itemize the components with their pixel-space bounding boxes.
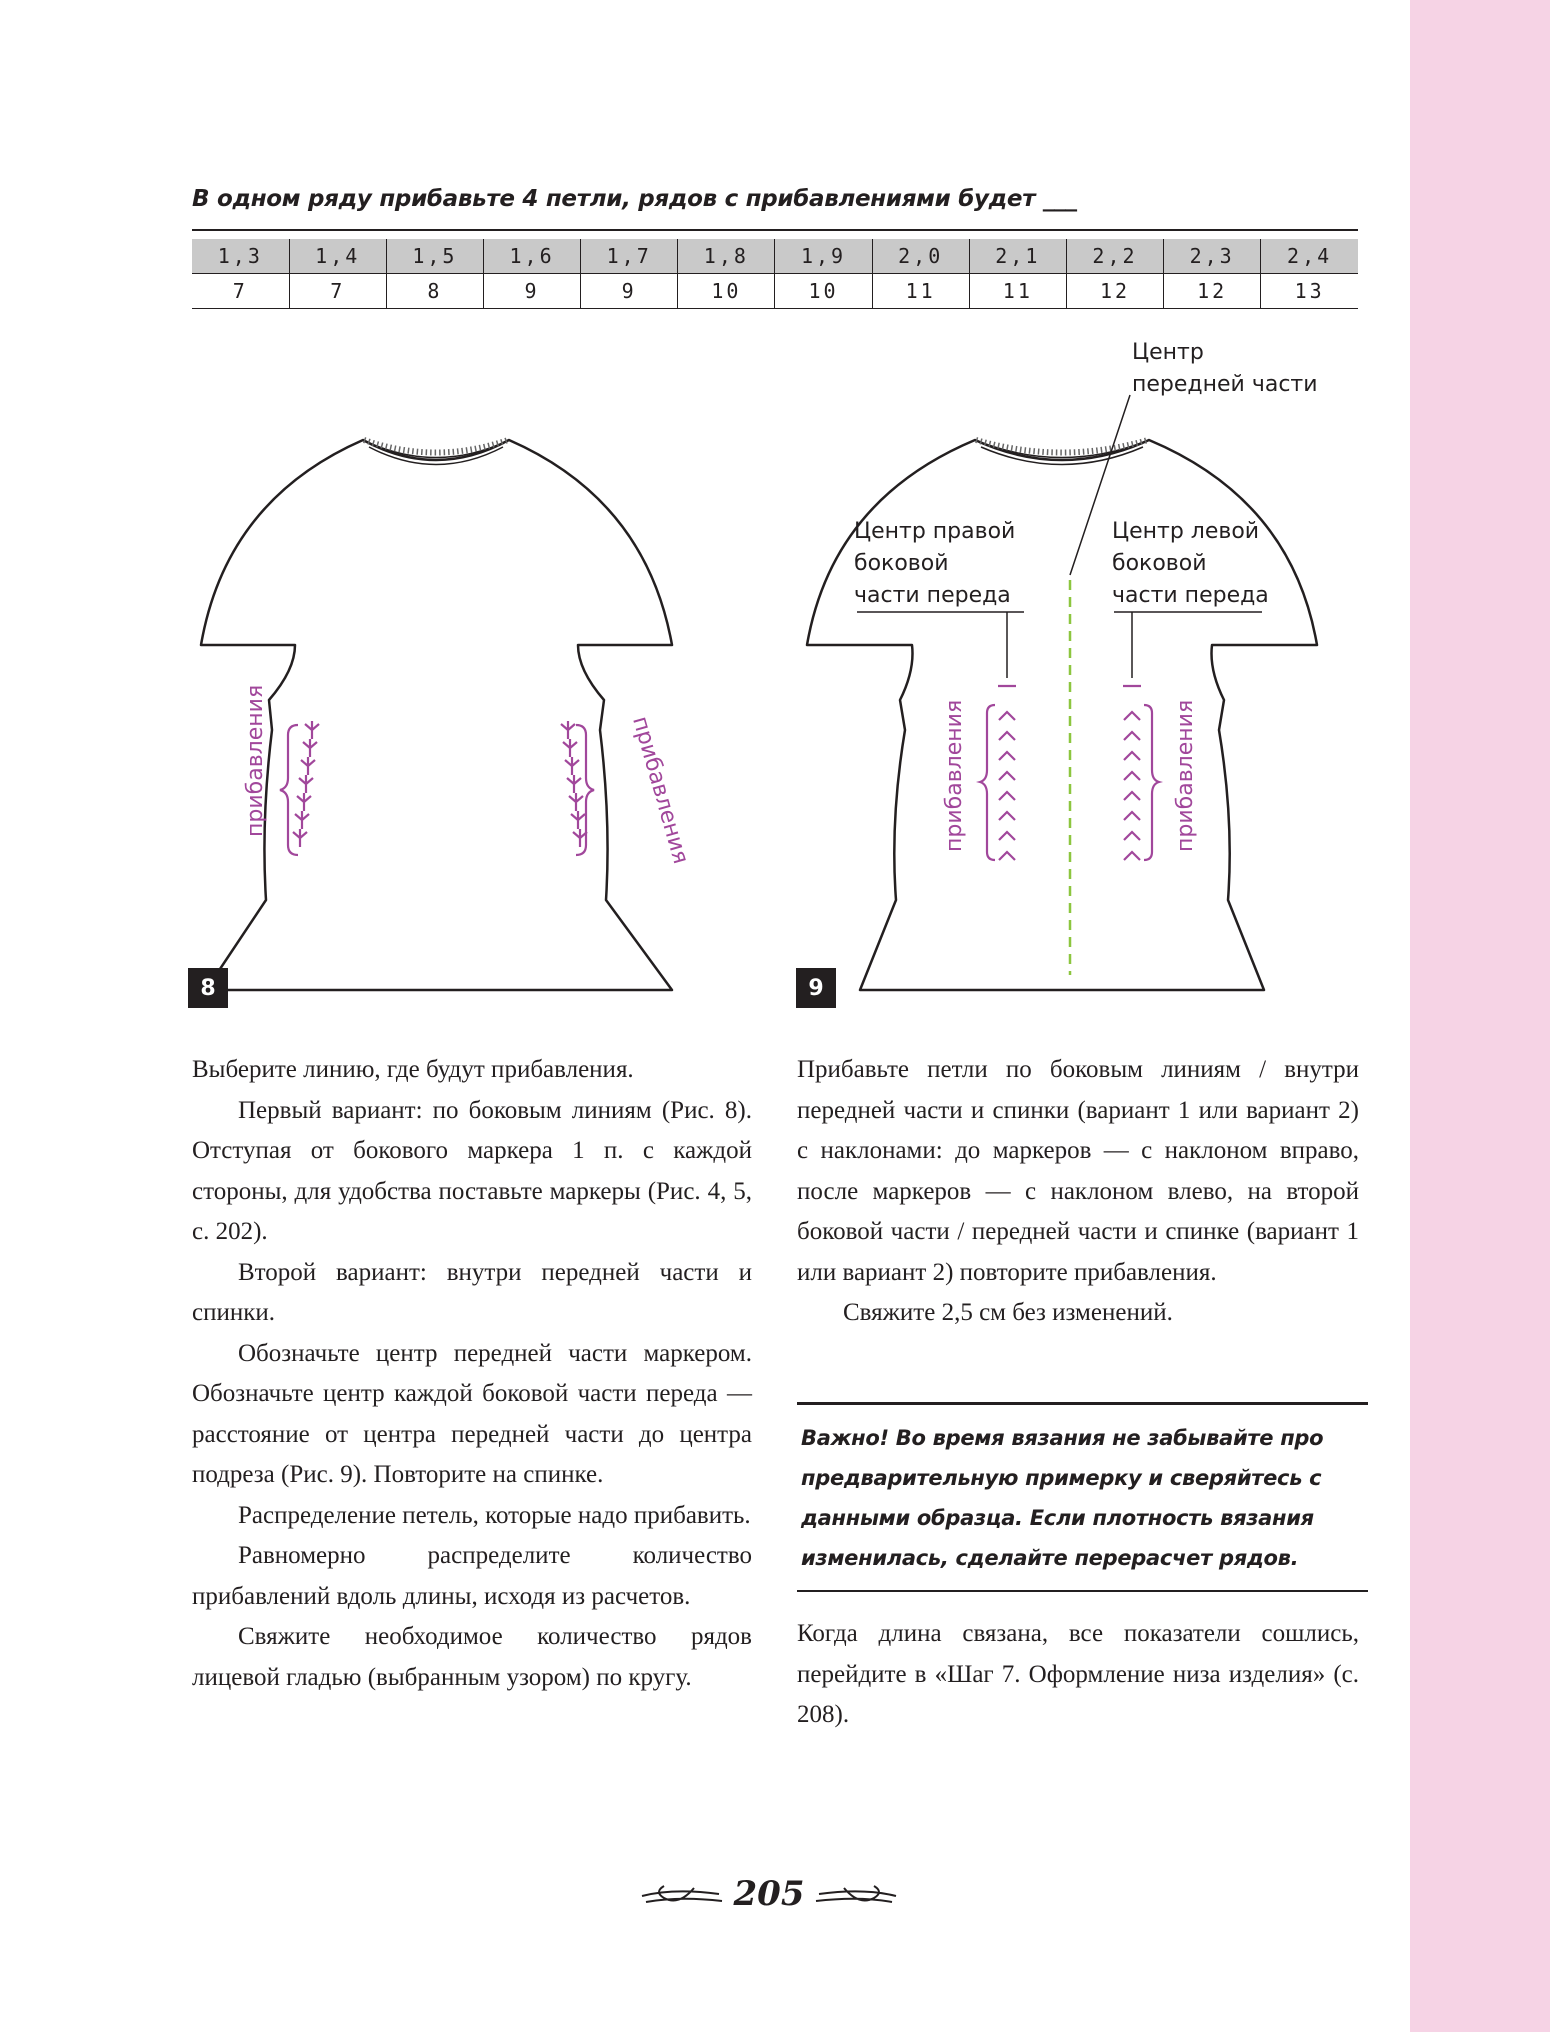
increase-mark — [301, 757, 315, 775]
table-cell: 9 — [483, 274, 580, 309]
page-number-ornament — [634, 1866, 904, 1926]
table-cell: 7 — [192, 274, 289, 309]
increase-mark — [297, 793, 311, 811]
increase-mark — [999, 772, 1015, 780]
paragraph: Прибавьте петли по боковым линиям / внутри передней части и спинки (вариант 1 или вариант 2) с наклонами: до маркеров — с наклоном вправо, после маркеров — с наклоном влево, на второй боковой части / передней части и спинке (вариант 1 или вариант 2) повторите прибавления. — [797, 1056, 1359, 1286]
text-column-right — [797, 1050, 1359, 1334]
paragraph: Выберите линию, где будут прибавления. — [192, 1056, 634, 1083]
label-front-center: Центр передней части — [1132, 340, 1318, 397]
table-cell: 2,0 — [872, 239, 969, 274]
table-cell: 8 — [386, 274, 483, 309]
increase-mark — [999, 852, 1015, 860]
table-cell: 2,3 — [1164, 239, 1261, 274]
paragraph: Распределение петель, которые надо прибавить. — [238, 1501, 751, 1529]
increase-mark — [999, 752, 1015, 760]
figure-number: 9 — [796, 968, 836, 1008]
table-cell: 2,4 — [1261, 239, 1358, 274]
sweater-outline-inner-increases — [792, 340, 1372, 1010]
increase-mark — [565, 757, 579, 775]
increases-label-left: прибавления — [243, 684, 268, 837]
figure-number: 8 — [188, 968, 228, 1008]
increase-mark — [1124, 852, 1140, 860]
increase-mark — [1124, 812, 1140, 820]
table-row-rows — [192, 274, 1358, 309]
table-cell: 1,7 — [581, 239, 678, 274]
increase-mark — [305, 721, 319, 739]
increase-mark — [999, 732, 1015, 740]
increase-mark — [563, 739, 577, 757]
table-cell: 13 — [1261, 274, 1358, 309]
increase-mark — [999, 792, 1015, 800]
figure-9 — [792, 340, 1372, 1010]
table-cell: 10 — [678, 274, 775, 309]
text-column-right-continued — [797, 1614, 1359, 1736]
table-cell: 2,1 — [969, 239, 1066, 274]
table-cell: 1,8 — [678, 239, 775, 274]
paragraph: Второй вариант: внутри передней части и спинки. — [192, 1258, 752, 1326]
table-cell: 12 — [1164, 274, 1261, 309]
table-cell: 9 — [581, 274, 678, 309]
text-column-left — [192, 1050, 752, 1698]
label-left-side-center: Центр левой боковой части переда — [1112, 519, 1269, 608]
increases-label-right: прибавления — [627, 713, 694, 867]
sweater-outline-side-increases — [186, 340, 766, 1010]
paragraph: Свяжите необходимое количество рядов лицевой гладью (выбранным узором) по кругу. — [192, 1623, 752, 1691]
table-cell: 1,9 — [775, 239, 872, 274]
paragraph: Первый вариант: по боковым линиям (Рис. 8). Отступая от бокового маркера 1 п. с каждой стороны, для удобства поставьте маркеры (Рис. 4, 5, с. 202). — [192, 1096, 752, 1245]
increase-mark — [1124, 792, 1140, 800]
increase-mark — [999, 712, 1015, 720]
increase-mark — [569, 793, 583, 811]
figure-8 — [186, 340, 766, 1010]
increase-mark — [1124, 752, 1140, 760]
increase-mark — [999, 812, 1015, 820]
table-cell: 11 — [872, 274, 969, 309]
table-cell: 12 — [1066, 274, 1163, 309]
increase-mark — [1124, 772, 1140, 780]
table-cell: 1,6 — [483, 239, 580, 274]
page-edge-color-bar — [1410, 0, 1550, 2032]
table-cell: 7 — [289, 274, 386, 309]
increase-mark — [1124, 712, 1140, 720]
important-note: Важно! Во время вязания не забывайте про предварительную примерку и сверяйтесь с данными образца. Если плотность вязания изменилась, сделайте перерасчет рядов. — [797, 1402, 1368, 1592]
increase-mark — [999, 832, 1015, 840]
table-row-density — [192, 239, 1358, 274]
table-cell: 2,2 — [1066, 239, 1163, 274]
increase-mark — [567, 775, 581, 793]
page-number: 205 — [733, 1874, 805, 1914]
increase-rows-table — [192, 239, 1358, 309]
table-top-rule — [192, 229, 1358, 231]
table-caption: В одном ряду прибавьте 4 петли, рядов с прибавлениями будет ___ — [192, 186, 1077, 212]
increases-label-left: прибавления — [942, 699, 967, 852]
increase-mark — [571, 811, 585, 829]
increases-label-right: прибавления — [1173, 699, 1198, 852]
increase-mark — [1124, 732, 1140, 740]
increase-mark — [561, 721, 575, 739]
increase-mark — [303, 739, 317, 757]
table-cell: 10 — [775, 274, 872, 309]
increase-mark — [1124, 832, 1140, 840]
paragraph: Когда длина связана, все показатели сошлись, перейдите в «Шаг 7. Оформление низа изделия» (с. 208). — [797, 1620, 1359, 1728]
table-cell: 1,5 — [386, 239, 483, 274]
increase-mark — [299, 775, 313, 793]
paragraph: Обозначьте центр передней части маркером. Обозначьте центр каждой боковой части переда — расстояние от центра передней части до центра подреза (Рис. 9). Повторите на спинке. — [192, 1339, 752, 1488]
increase-mark — [293, 829, 307, 847]
label-right-side-center: Центр правой боковой части переда — [854, 519, 1016, 608]
increase-mark — [295, 811, 309, 829]
table-cell: 11 — [969, 274, 1066, 309]
table-cell: 1,4 — [289, 239, 386, 274]
paragraph: Свяжите 2,5 см без изменений. — [843, 1299, 1173, 1326]
paragraph: Равномерно распределите количество прибавлений вдоль длины, исходя из расчетов. — [192, 1542, 752, 1610]
table-cell: 1,3 — [192, 239, 289, 274]
